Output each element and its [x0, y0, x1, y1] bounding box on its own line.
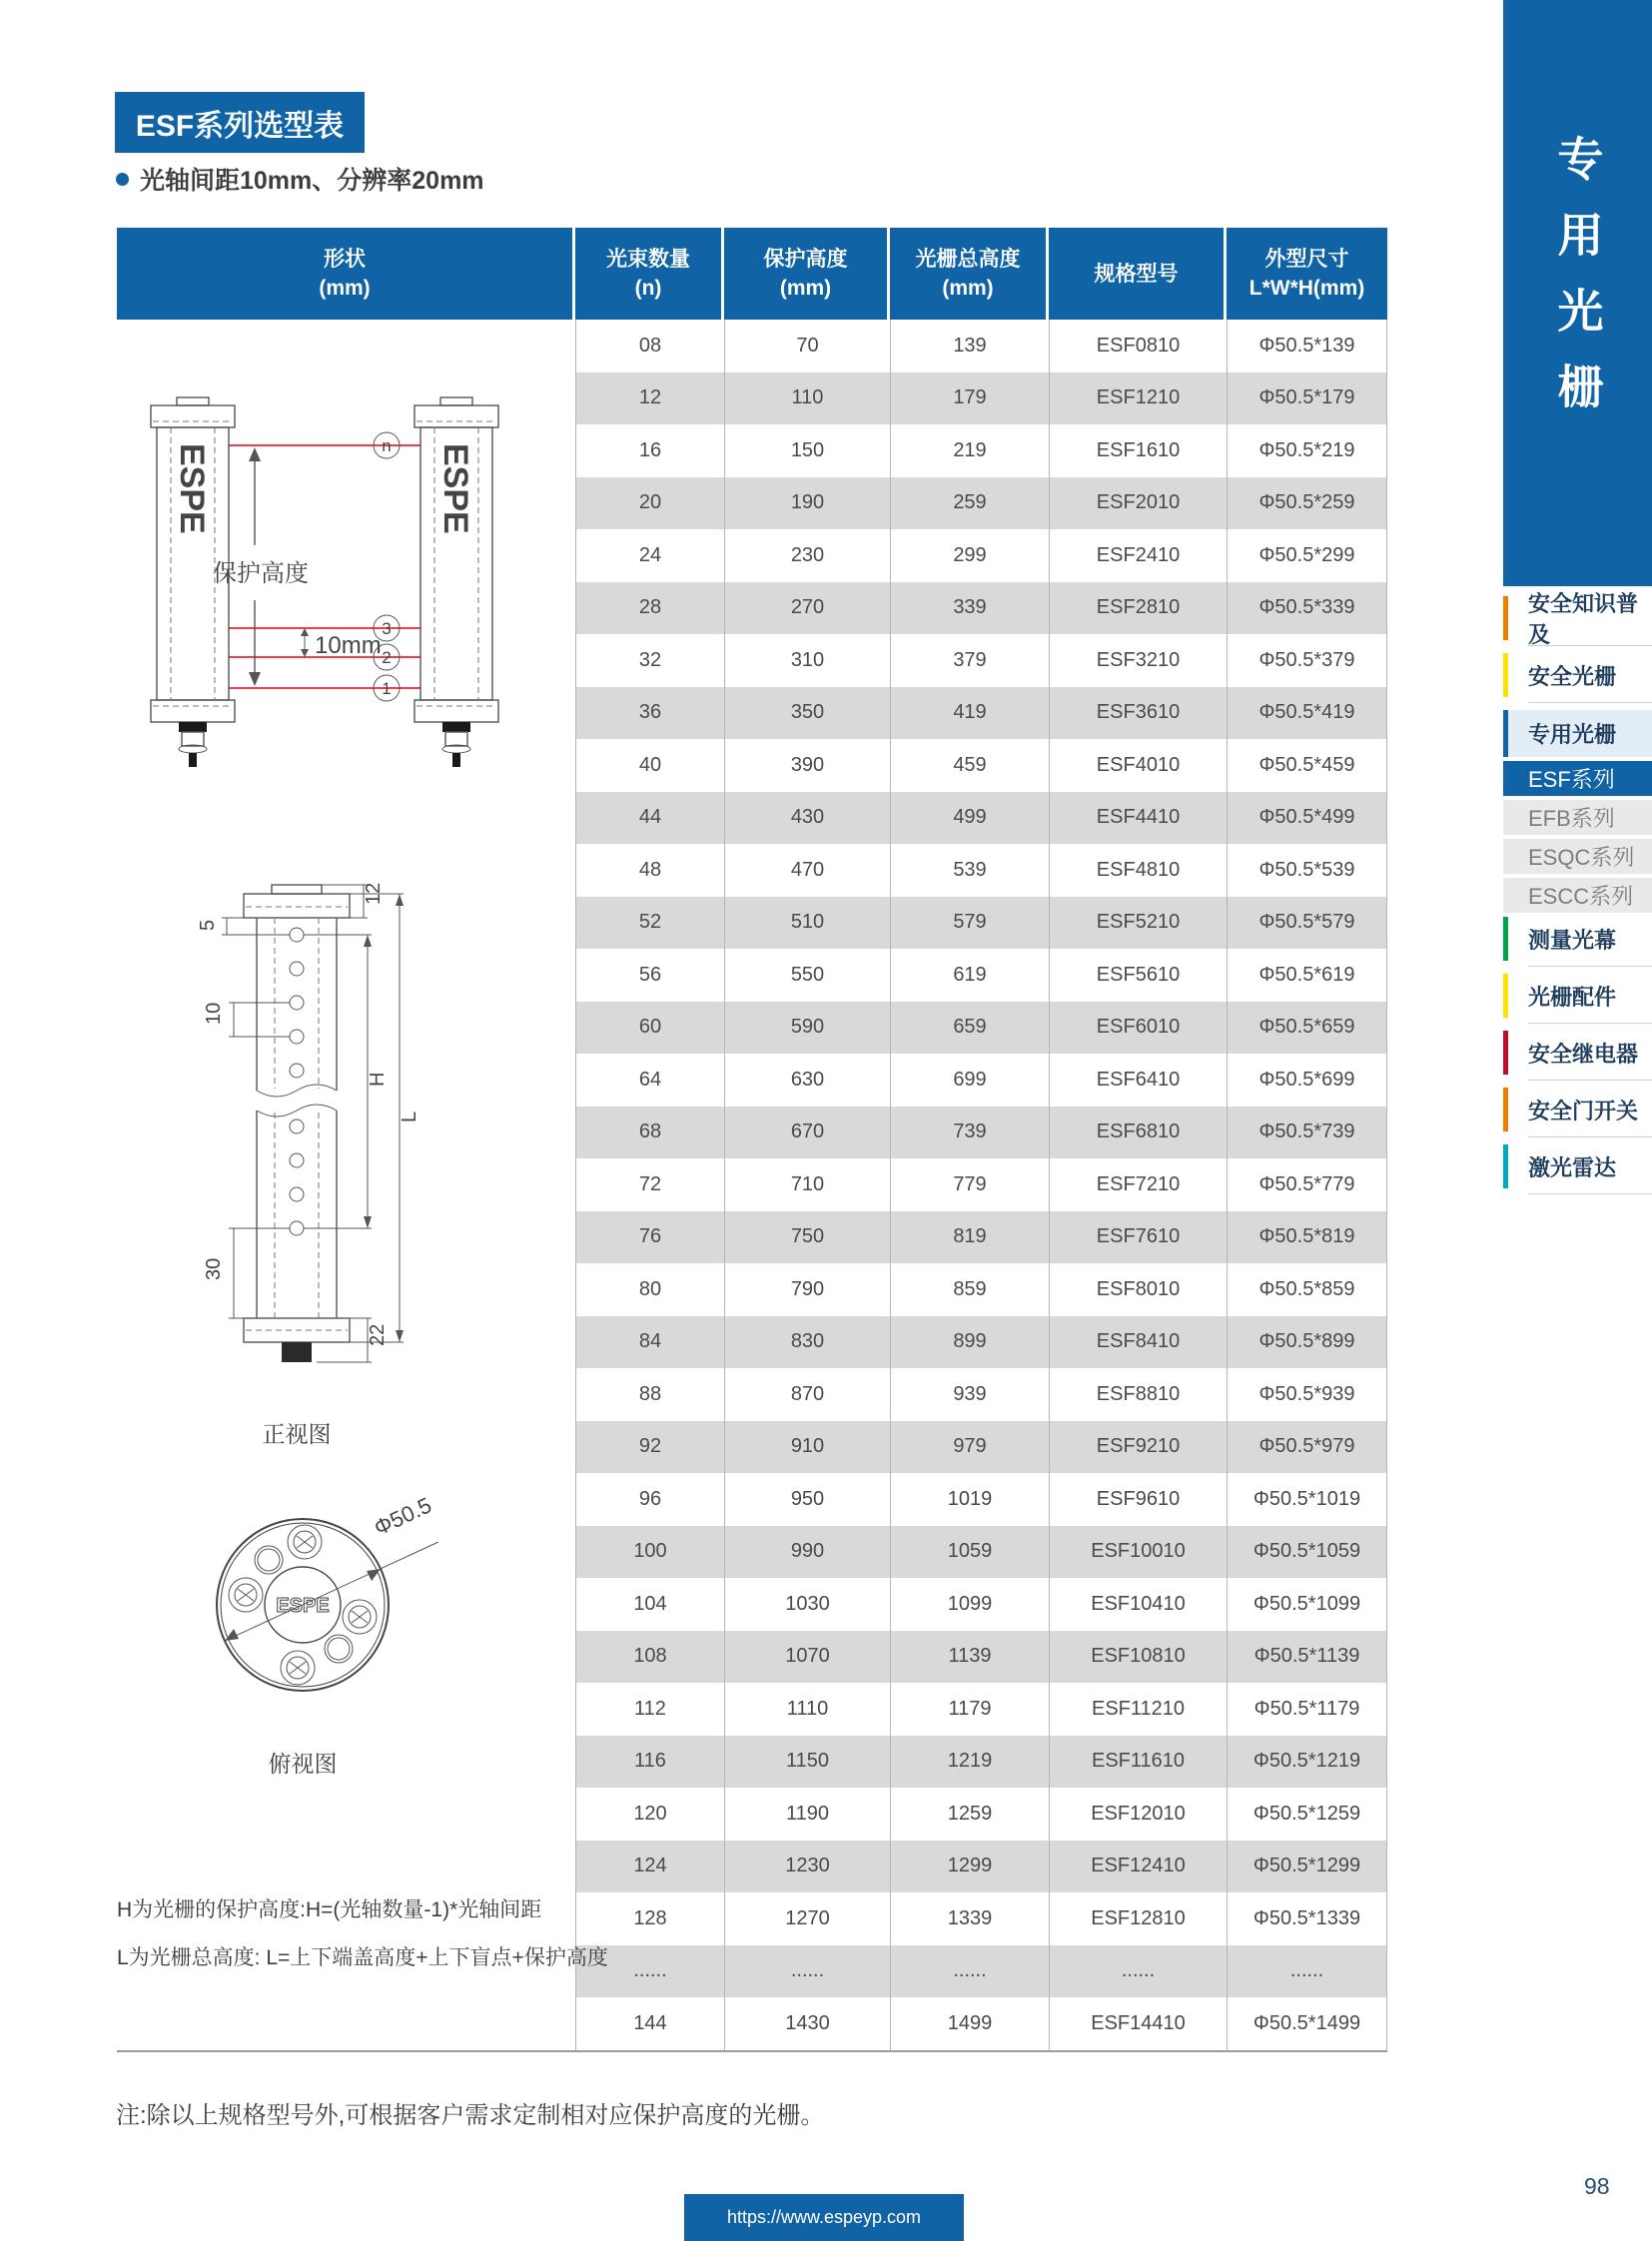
table-cell: 819 — [890, 1211, 1049, 1264]
sidebar-item-special-light-curtain[interactable] — [1503, 710, 1652, 757]
bullet-dot-icon — [116, 173, 129, 186]
table-row — [575, 1683, 1387, 1736]
table-body-wrap — [117, 320, 1387, 2052]
table-cell: Φ50.5*1259 — [1227, 1788, 1387, 1841]
table-cell: ESF0810 — [1049, 320, 1227, 373]
table-cell: 70 — [724, 320, 890, 373]
table-cell: Φ50.5*339 — [1227, 582, 1387, 635]
table-cell: 150 — [724, 424, 890, 477]
table-cell: 84 — [575, 1316, 724, 1369]
table-cell: ESF1610 — [1049, 424, 1227, 477]
table-row — [575, 897, 1387, 950]
sidebar-item-esqc-series[interactable] — [1503, 839, 1652, 874]
table-header-cell: 外型尺寸 L*W*H(mm) — [1248, 248, 1365, 300]
sidebar-divider — [1528, 1193, 1652, 1194]
dim-5: 5 — [197, 919, 219, 931]
front-view-drawing — [172, 879, 421, 1370]
table-cell: 219 — [890, 424, 1049, 477]
table-cell: Φ50.5*1299 — [1227, 1841, 1387, 1893]
beam-label-2: 2 — [382, 648, 392, 667]
table-cell: 550 — [724, 949, 890, 1002]
table-cell: 299 — [890, 529, 1049, 582]
pitch-label: 10mm — [315, 632, 382, 659]
sidebar-accent-bar — [1503, 1088, 1508, 1131]
sidebar-accent-bar — [1503, 917, 1508, 961]
table-cell: 870 — [724, 1368, 890, 1421]
table-cell: 92 — [575, 1421, 724, 1474]
table-cell: ESF10410 — [1049, 1578, 1227, 1631]
table-cell: 1430 — [724, 1997, 890, 2050]
front-view-caption: 正视图 — [262, 1421, 332, 1447]
table-cell: Φ50.5*419 — [1227, 687, 1387, 740]
table-cell: Φ50.5*499 — [1227, 792, 1387, 845]
sidebar-item-esf-series[interactable] — [1503, 761, 1652, 796]
table-cell: Φ50.5*819 — [1227, 1211, 1387, 1264]
table-cell: 790 — [724, 1263, 890, 1316]
table-cell: Φ50.5*259 — [1227, 477, 1387, 530]
table-cell: 124 — [575, 1841, 724, 1893]
spec-bullet-line — [116, 163, 484, 195]
table-row — [575, 1578, 1387, 1631]
table-cell: 659 — [890, 1002, 1049, 1055]
table-cell: ESF9610 — [1049, 1473, 1227, 1526]
table-cell: 710 — [724, 1158, 890, 1211]
sidebar-item-label: 激光雷达 — [1528, 1154, 1617, 1180]
table-cell: 779 — [890, 1158, 1049, 1211]
espe-logo-text: ESPE — [276, 1595, 330, 1617]
sidebar-item-label: 光栅配件 — [1528, 984, 1617, 1010]
table-cell: 190 — [724, 477, 890, 530]
table-cell: 1259 — [890, 1788, 1049, 1841]
table-cell: 88 — [575, 1368, 724, 1421]
table-cell: Φ50.5*739 — [1227, 1107, 1387, 1159]
sidebar-item-safety-knowledge[interactable] — [1503, 591, 1652, 647]
table-cell: Φ50.5*779 — [1227, 1158, 1387, 1211]
table-cell: 630 — [724, 1054, 890, 1107]
table-cell: Φ50.5*219 — [1227, 424, 1387, 477]
table-row — [575, 320, 1387, 373]
table-row — [575, 1631, 1387, 1684]
table-cell: ESF5610 — [1049, 949, 1227, 1002]
dim-30: 30 — [203, 1257, 225, 1280]
table-row — [575, 739, 1387, 792]
table-cell: ESF8010 — [1049, 1263, 1227, 1316]
table-cell: 510 — [724, 897, 890, 950]
table-cell: 1219 — [890, 1736, 1049, 1789]
table-cell: ESF10810 — [1049, 1631, 1227, 1684]
table-cell: 750 — [724, 1211, 890, 1264]
table-cell: Φ50.5*1179 — [1227, 1683, 1387, 1736]
table-cell: 110 — [724, 373, 890, 425]
table-cell: Φ50.5*539 — [1227, 844, 1387, 897]
table-cell: 36 — [575, 687, 724, 740]
table-cell: 499 — [890, 792, 1049, 845]
table-cell: 100 — [575, 1526, 724, 1579]
dim-22: 22 — [367, 1323, 389, 1346]
table-row — [575, 1316, 1387, 1369]
page-number: 98 — [1584, 2173, 1610, 2199]
table-cell: ...... — [890, 1945, 1049, 1998]
table-cell: 1070 — [724, 1631, 890, 1684]
section-title-badge: ESF系列选型表 — [115, 92, 365, 153]
table-cell: 144 — [575, 1997, 724, 2050]
table-cell: 32 — [575, 634, 724, 687]
table-cell: 430 — [724, 792, 890, 845]
table-cell: ESF12010 — [1049, 1788, 1227, 1841]
table-cell: Φ50.5*619 — [1227, 949, 1387, 1002]
table-row — [575, 1945, 1387, 1998]
table-header-cell: 光栅总高度 (mm) — [890, 228, 1049, 320]
table-cell: 1270 — [724, 1892, 890, 1945]
sidebar-item-safety-door-switch[interactable] — [1503, 1088, 1652, 1131]
table-cell: 699 — [890, 1054, 1049, 1107]
table-row — [575, 1997, 1387, 2050]
sidebar-divider — [1528, 702, 1652, 703]
sidebar-divider — [1528, 1080, 1652, 1081]
table-cell: ESF6010 — [1049, 1002, 1227, 1055]
table-cell: 1230 — [724, 1841, 890, 1893]
table-cell: Φ50.5*179 — [1227, 373, 1387, 425]
table-cell: 76 — [575, 1211, 724, 1264]
table-row — [575, 634, 1387, 687]
table-header-row — [117, 228, 1387, 320]
table-cell: 310 — [724, 634, 890, 687]
table-cell: Φ50.5*1139 — [1227, 1631, 1387, 1684]
sidebar-divider — [1528, 1136, 1652, 1137]
sidebar-item-laser-radar[interactable] — [1503, 1144, 1652, 1188]
table-cell: ESF2010 — [1049, 477, 1227, 530]
table-cell: 830 — [724, 1316, 890, 1369]
table-cell: 979 — [890, 1421, 1049, 1474]
table-cell: 40 — [575, 739, 724, 792]
table-cell: 1030 — [724, 1578, 890, 1631]
table-cell: 1059 — [890, 1526, 1049, 1579]
table-cell: 1110 — [724, 1683, 890, 1736]
table-cell: ESF4010 — [1049, 739, 1227, 792]
table-cell: 459 — [890, 739, 1049, 792]
dim-H: H — [367, 1072, 389, 1087]
table-cell: ESF7210 — [1049, 1158, 1227, 1211]
table-cell: 1019 — [890, 1473, 1049, 1526]
footer-url-box[interactable] — [684, 2194, 964, 2241]
assembly-diagram — [135, 385, 516, 805]
table-cell: 379 — [890, 634, 1049, 687]
dim-12: 12 — [363, 882, 385, 905]
sidebar-divider — [1528, 1023, 1652, 1024]
formula-note-l: L为光栅总高度: L=上下端盖高度+上下盲点+保护高度 — [117, 1946, 608, 1969]
table-cell: 259 — [890, 477, 1049, 530]
table-row — [575, 529, 1387, 582]
table-cell: 470 — [724, 844, 890, 897]
table-cell: Φ50.5*1059 — [1227, 1526, 1387, 1579]
table-cell: 08 — [575, 320, 724, 373]
table-cell: ESF3610 — [1049, 687, 1227, 740]
table-cell: 116 — [575, 1736, 724, 1789]
table-cell: Φ50.5*1099 — [1227, 1578, 1387, 1631]
table-cell: 590 — [724, 1002, 890, 1055]
table-row — [575, 1054, 1387, 1107]
table-cell: 390 — [724, 739, 890, 792]
table-cell: 28 — [575, 582, 724, 635]
table-cell: 539 — [890, 844, 1049, 897]
dim-10: 10 — [203, 1002, 225, 1025]
top-view-caption: 俯视图 — [268, 1751, 338, 1777]
table-row — [575, 1158, 1387, 1211]
selection-table — [117, 228, 1387, 2052]
table-row — [575, 1788, 1387, 1841]
beam-label-3: 3 — [382, 619, 392, 638]
sidebar-item-safety-relay[interactable] — [1503, 1031, 1652, 1075]
table-cell: ESF9210 — [1049, 1421, 1227, 1474]
sidebar-vertical-title: 专用光栅 — [1551, 135, 1604, 438]
sidebar-item-label: EFB系列 — [1528, 806, 1615, 831]
table-row — [575, 949, 1387, 1002]
sidebar-menu — [1503, 591, 1652, 1201]
table-cell: ESF12410 — [1049, 1841, 1227, 1893]
sidebar-item-efb-series[interactable] — [1503, 800, 1652, 835]
sidebar-divider — [1528, 966, 1652, 967]
table-row — [575, 1892, 1387, 1945]
table-cell: Φ50.5*1019 — [1227, 1473, 1387, 1526]
table-cell: ESF5210 — [1049, 897, 1227, 950]
table-cell: Φ50.5*699 — [1227, 1054, 1387, 1107]
table-cell: ...... — [575, 1945, 724, 1998]
table-cell: 579 — [890, 897, 1049, 950]
sidebar-item-measuring-curtain[interactable] — [1503, 917, 1652, 961]
sidebar-accent-bar — [1503, 1144, 1508, 1188]
table-cell: ESF6410 — [1049, 1054, 1227, 1107]
table-cell: 339 — [890, 582, 1049, 635]
table-cell: ESF1210 — [1049, 373, 1227, 425]
table-row — [575, 687, 1387, 740]
table-cell: ESF10010 — [1049, 1526, 1227, 1579]
sidebar-item-label: 安全知识普及 — [1528, 591, 1639, 647]
table-cell: Φ50.5*939 — [1227, 1368, 1387, 1421]
table-cell: 1150 — [724, 1736, 890, 1789]
table-cell: ESF3210 — [1049, 634, 1227, 687]
table-cell: 24 — [575, 529, 724, 582]
table-row — [575, 1421, 1387, 1474]
beam-label-1: 1 — [382, 679, 392, 698]
sidebar-item-escc-series[interactable] — [1503, 878, 1652, 913]
table-cell: 48 — [575, 844, 724, 897]
sidebar-item-safety-light-curtain[interactable] — [1503, 653, 1652, 697]
dim-L: L — [399, 1111, 420, 1122]
table-cell: 1179 — [890, 1683, 1049, 1736]
table-cell: ESF14410 — [1049, 1997, 1227, 2050]
table-cell: 112 — [575, 1683, 724, 1736]
table-cell: ESF2810 — [1049, 582, 1227, 635]
table-row — [575, 424, 1387, 477]
sidebar-accent-bar — [1503, 653, 1508, 697]
table-row — [575, 1263, 1387, 1316]
table-cell: ESF7610 — [1049, 1211, 1227, 1264]
table-cell: Φ50.5*379 — [1227, 634, 1387, 687]
footer-url[interactable]: https://www.espeyp.com — [726, 2207, 922, 2227]
table-cell: ESF8410 — [1049, 1316, 1227, 1369]
top-view-drawing — [183, 1490, 464, 1722]
table-cell: 179 — [890, 373, 1049, 425]
table-cell: ESF8810 — [1049, 1368, 1227, 1421]
table-cell: ESF4410 — [1049, 792, 1227, 845]
table-cell: 910 — [724, 1421, 890, 1474]
table-cell: 108 — [575, 1631, 724, 1684]
table-cell: 1099 — [890, 1578, 1049, 1631]
table-cell: 12 — [575, 373, 724, 425]
table-row — [575, 1526, 1387, 1579]
table-body — [575, 320, 1387, 2050]
sidebar-item-label: ESCC系列 — [1528, 884, 1634, 909]
beam-label-n: n — [382, 436, 392, 455]
footnote: 注:除以上规格型号外,可根据客户需求定制相对应保护高度的光栅。 — [116, 2102, 825, 2129]
table-cell: Φ50.5*299 — [1227, 529, 1387, 582]
table-cell: Φ50.5*979 — [1227, 1421, 1387, 1474]
table-row — [575, 1211, 1387, 1264]
table-row — [575, 1002, 1387, 1055]
table-cell: 52 — [575, 897, 724, 950]
table-cell: 96 — [575, 1473, 724, 1526]
table-cell: 16 — [575, 424, 724, 477]
sidebar-accent-bar — [1503, 974, 1508, 1018]
table-cell: Φ50.5*659 — [1227, 1002, 1387, 1055]
diameter-label: Φ50.5 — [370, 1492, 435, 1541]
table-cell: Φ50.5*859 — [1227, 1263, 1387, 1316]
espe-logo-text: ESPE — [436, 443, 474, 534]
table-cell: 859 — [890, 1263, 1049, 1316]
table-row — [575, 477, 1387, 530]
table-row — [575, 1368, 1387, 1421]
table-cell: ESF6810 — [1049, 1107, 1227, 1159]
table-cell: 230 — [724, 529, 890, 582]
table-cell: 670 — [724, 1107, 890, 1159]
table-cell: ESF12810 — [1049, 1892, 1227, 1945]
sidebar-item-label: ESF系列 — [1528, 767, 1615, 792]
table-cell: 990 — [724, 1526, 890, 1579]
table-header-cell: 规格型号 — [1049, 228, 1227, 320]
table-cell: Φ50.5*1499 — [1227, 1997, 1387, 2050]
table-cell: 56 — [575, 949, 724, 1002]
sidebar-item-label: 安全门开关 — [1528, 1098, 1639, 1123]
table-cell: 1190 — [724, 1788, 890, 1841]
table-cell: 270 — [724, 582, 890, 635]
table-cell: 20 — [575, 477, 724, 530]
table-cell: 899 — [890, 1316, 1049, 1369]
table-header-cell: 保护高度 (mm) — [724, 228, 890, 320]
table-row — [575, 1736, 1387, 1789]
table-cell: 419 — [890, 687, 1049, 740]
table-cell: Φ50.5*1339 — [1227, 1892, 1387, 1945]
espe-logo-text: ESPE — [173, 443, 211, 534]
table-cell: ...... — [724, 1945, 890, 1998]
sidebar-accent-bar — [1503, 596, 1508, 640]
table-cell: 128 — [575, 1892, 724, 1945]
sidebar-item-label: 专用光栅 — [1528, 722, 1617, 747]
table-cell: ESF11210 — [1049, 1683, 1227, 1736]
table-cell: 60 — [575, 1002, 724, 1055]
table-row — [575, 1473, 1387, 1526]
table-cell: ...... — [1049, 1945, 1227, 1998]
table-cell: Φ50.5*459 — [1227, 739, 1387, 792]
table-cell: ESF2410 — [1049, 529, 1227, 582]
sidebar-item-curtain-accessories[interactable] — [1503, 974, 1652, 1018]
table-cell: 739 — [890, 1107, 1049, 1159]
table-cell: 120 — [575, 1788, 724, 1841]
sidebar-banner — [1503, 0, 1652, 586]
table-cell: 1299 — [890, 1841, 1049, 1893]
table-cell: Φ50.5*899 — [1227, 1316, 1387, 1369]
table-cell: 950 — [724, 1473, 890, 1526]
table-cell: 939 — [890, 1368, 1049, 1421]
table-cell: 350 — [724, 687, 890, 740]
sidebar-accent-bar — [1503, 1031, 1508, 1075]
table-row — [575, 1841, 1387, 1893]
table-cell: 1339 — [890, 1892, 1049, 1945]
table-cell: 619 — [890, 949, 1049, 1002]
shape-figure-cell — [117, 320, 608, 2050]
table-cell: 68 — [575, 1107, 724, 1159]
formula-note-h: H为光栅的保护高度:H=(光轴数量-1)*光轴间距 — [117, 1898, 542, 1921]
table-cell: 1139 — [890, 1631, 1049, 1684]
table-cell: Φ50.5*139 — [1227, 320, 1387, 373]
sidebar-item-label: ESQC系列 — [1528, 845, 1635, 870]
table-row — [575, 792, 1387, 845]
table-cell: 44 — [575, 792, 724, 845]
sidebar-item-label: 测量光幕 — [1528, 927, 1617, 953]
table-cell: Φ50.5*579 — [1227, 897, 1387, 950]
sidebar-accent-bar — [1503, 710, 1508, 757]
table-header-cell: 光束数量 (n) — [575, 228, 724, 320]
table-row — [575, 373, 1387, 425]
table-row — [575, 582, 1387, 635]
table-cell: ESF4810 — [1049, 844, 1227, 897]
table-cell: ...... — [1227, 1945, 1387, 1998]
table-row — [575, 844, 1387, 897]
table-cell: Φ50.5*1219 — [1227, 1736, 1387, 1789]
table-cell: 104 — [575, 1578, 724, 1631]
spec-text: 光轴间距10mm、分辨率20mm — [140, 167, 484, 195]
table-cell: ESF11610 — [1049, 1736, 1227, 1789]
table-cell: 1499 — [890, 1997, 1049, 2050]
sidebar-item-label: 安全继电器 — [1528, 1041, 1639, 1067]
table-header-cell: 形状 (mm) — [117, 228, 575, 320]
table-cell: 139 — [890, 320, 1049, 373]
sidebar-item-label: 安全光栅 — [1528, 663, 1617, 689]
table-cell: 64 — [575, 1054, 724, 1107]
protect-height-label: 保护高度 — [213, 560, 309, 587]
table-row — [575, 1107, 1387, 1159]
table-cell: 72 — [575, 1158, 724, 1211]
table-cell: 80 — [575, 1263, 724, 1316]
